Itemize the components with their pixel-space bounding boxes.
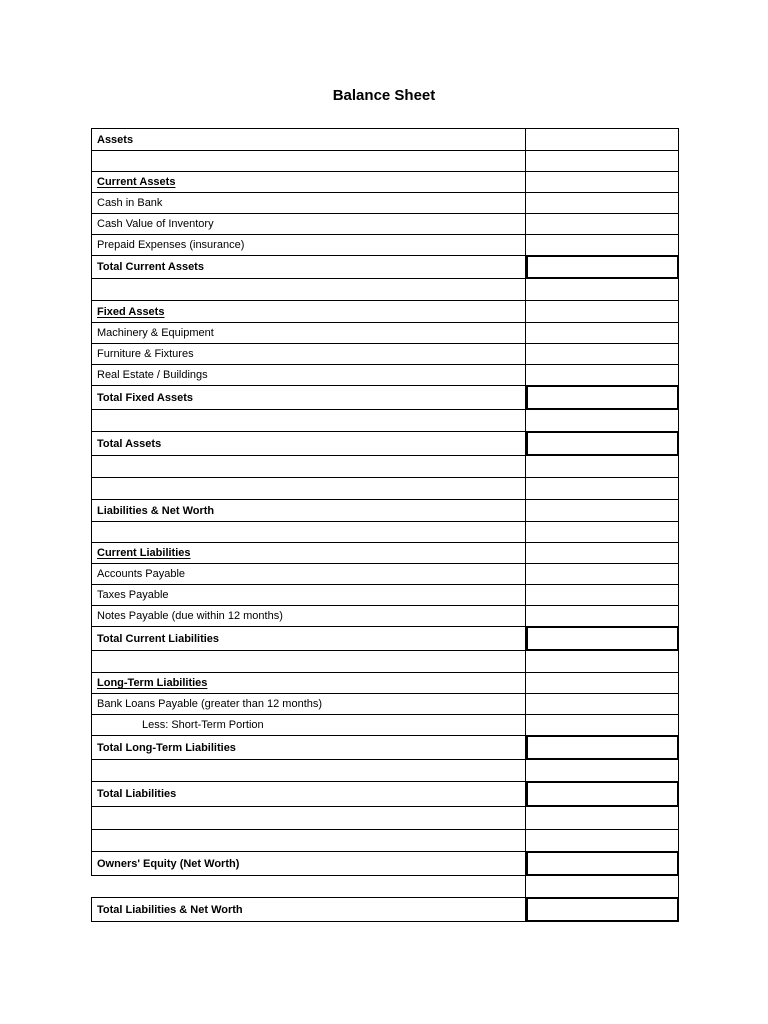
table-row [91, 193, 679, 214]
table-row [91, 129, 679, 151]
value-cell[interactable] [526, 760, 679, 781]
table-row [91, 323, 679, 344]
balance-sheet-table [91, 128, 679, 922]
row-label [91, 543, 526, 563]
row-label [91, 193, 526, 213]
row-label-empty [91, 760, 526, 781]
value-cell[interactable] [526, 193, 679, 213]
row-label-empty [91, 410, 526, 431]
table-row [91, 715, 679, 736]
row-label-empty [91, 522, 526, 542]
value-cell[interactable] [526, 564, 679, 584]
table-row [91, 651, 679, 673]
table-row [91, 585, 679, 606]
row-label [91, 323, 526, 343]
table-row [91, 876, 679, 898]
row-label-text: Prepaid Expenses (insurance) [97, 239, 245, 251]
row-label-empty [91, 807, 526, 829]
row-label-text: Total Current Liabilities [97, 632, 220, 645]
value-cell[interactable] [526, 151, 679, 171]
row-label-empty [91, 456, 526, 477]
table-row [91, 782, 679, 807]
value-cell[interactable] [526, 500, 679, 521]
row-label-text: Total Long-Term Liabilities [97, 741, 236, 754]
value-cell[interactable] [526, 478, 679, 499]
value-cell[interactable] [526, 651, 679, 672]
table-row [91, 235, 679, 256]
value-cell[interactable] [526, 129, 679, 150]
value-cell[interactable] [526, 410, 679, 431]
row-label-text: Less: Short-Term Portion [142, 719, 264, 731]
page-title: Balance Sheet [332, 87, 436, 104]
total-value-cell[interactable] [526, 851, 679, 876]
row-label [91, 564, 526, 584]
row-label-text: Taxes Payable [97, 589, 169, 601]
table-row [91, 432, 679, 456]
value-cell[interactable] [526, 876, 679, 897]
row-label-text: Assets [97, 133, 134, 146]
row-label-text: Fixed Assets [97, 305, 165, 318]
value-cell[interactable] [526, 323, 679, 343]
row-label-empty [91, 151, 526, 171]
table-row [91, 736, 679, 760]
value-cell[interactable] [526, 585, 679, 605]
row-label-empty [91, 478, 526, 499]
table-row [91, 456, 679, 478]
value-cell[interactable] [526, 715, 679, 735]
table-row [91, 694, 679, 715]
row-label-text: Total Assets [97, 437, 162, 450]
table-row [91, 606, 679, 627]
row-label [91, 235, 526, 255]
row-label [91, 736, 526, 759]
table-row [91, 301, 679, 323]
row-label-text: Cash in Bank [97, 197, 163, 209]
row-label [91, 606, 526, 626]
table-row [91, 898, 679, 922]
value-cell[interactable] [526, 807, 679, 829]
row-label-text: Accounts Payable [97, 568, 186, 580]
table-row [91, 522, 679, 543]
total-value-cell[interactable] [526, 781, 679, 807]
row-label-text: Bank Loans Payable (greater than 12 months) [97, 698, 323, 710]
row-label-text: Total Liabilities [97, 788, 177, 800]
row-label-empty [91, 651, 526, 672]
row-label [91, 386, 526, 409]
row-label [91, 852, 526, 875]
row-label [91, 694, 526, 714]
row-label [91, 301, 526, 322]
row-label-text: Total Current Assets [97, 261, 204, 273]
row-label-text: Current Assets [97, 176, 176, 188]
table-row [91, 172, 679, 193]
row-label [91, 344, 526, 364]
value-cell[interactable] [526, 279, 679, 300]
row-label-empty [91, 876, 526, 897]
table-row [91, 279, 679, 301]
total-value-cell[interactable] [526, 385, 679, 410]
value-cell[interactable] [526, 673, 679, 693]
value-cell[interactable] [526, 172, 679, 192]
row-label-text: Owners' Equity (Net Worth) [97, 857, 240, 870]
row-label-text: Cash Value of Inventory [97, 218, 214, 230]
row-label-text: Liabilities & Net Worth [97, 504, 215, 517]
row-label-empty [91, 279, 526, 300]
table-row [91, 151, 679, 172]
row-label [91, 365, 526, 385]
row-label-empty [91, 830, 526, 851]
value-cell[interactable] [526, 543, 679, 563]
value-cell[interactable] [526, 606, 679, 626]
table-row [91, 564, 679, 585]
row-label-text: Machinery & Equipment [97, 327, 214, 339]
value-cell[interactable] [526, 456, 679, 477]
table-row [91, 627, 679, 651]
total-value-cell[interactable] [526, 431, 679, 456]
row-label-text: Total Liabilities & Net Worth [97, 903, 243, 916]
row-label-text: Current Liabilities [97, 547, 191, 559]
table-row [91, 852, 679, 876]
row-label [91, 782, 526, 806]
row-label [91, 129, 526, 150]
value-cell[interactable] [526, 694, 679, 714]
row-label [91, 673, 526, 693]
row-label [91, 898, 526, 921]
row-label-text: Furniture & Fixtures [97, 348, 194, 360]
table-row [91, 410, 679, 432]
row-label-text: Notes Payable (due within 12 months) [97, 610, 283, 622]
value-cell[interactable] [526, 235, 679, 255]
row-label [91, 432, 526, 455]
total-value-cell[interactable] [526, 626, 679, 651]
row-label-text: Real Estate / Buildings [97, 369, 208, 381]
total-value-cell[interactable] [526, 897, 679, 922]
table-row [91, 478, 679, 500]
table-row [91, 673, 679, 694]
table-row [91, 365, 679, 386]
table-row [91, 830, 679, 852]
row-label [91, 585, 526, 605]
row-label [91, 172, 526, 192]
table-row [91, 386, 679, 410]
row-label [91, 214, 526, 234]
table-row [91, 760, 679, 782]
total-value-cell[interactable] [526, 735, 679, 760]
row-label [91, 627, 526, 650]
row-label-text: Long-Term Liabilities [97, 677, 208, 689]
total-value-cell[interactable] [526, 255, 679, 279]
row-label [91, 500, 526, 521]
table-row [91, 256, 679, 279]
value-cell[interactable] [526, 301, 679, 322]
table-row [91, 214, 679, 235]
row-label [91, 256, 526, 278]
table-row [91, 807, 679, 830]
value-cell[interactable] [526, 830, 679, 851]
value-cell[interactable] [526, 214, 679, 234]
table-row [91, 543, 679, 564]
value-cell[interactable] [526, 522, 679, 542]
row-label-text: Total Fixed Assets [97, 391, 193, 404]
row-label [91, 715, 526, 735]
value-cell[interactable] [526, 344, 679, 364]
table-row [91, 344, 679, 365]
table-row [91, 500, 679, 522]
value-cell[interactable] [526, 365, 679, 385]
